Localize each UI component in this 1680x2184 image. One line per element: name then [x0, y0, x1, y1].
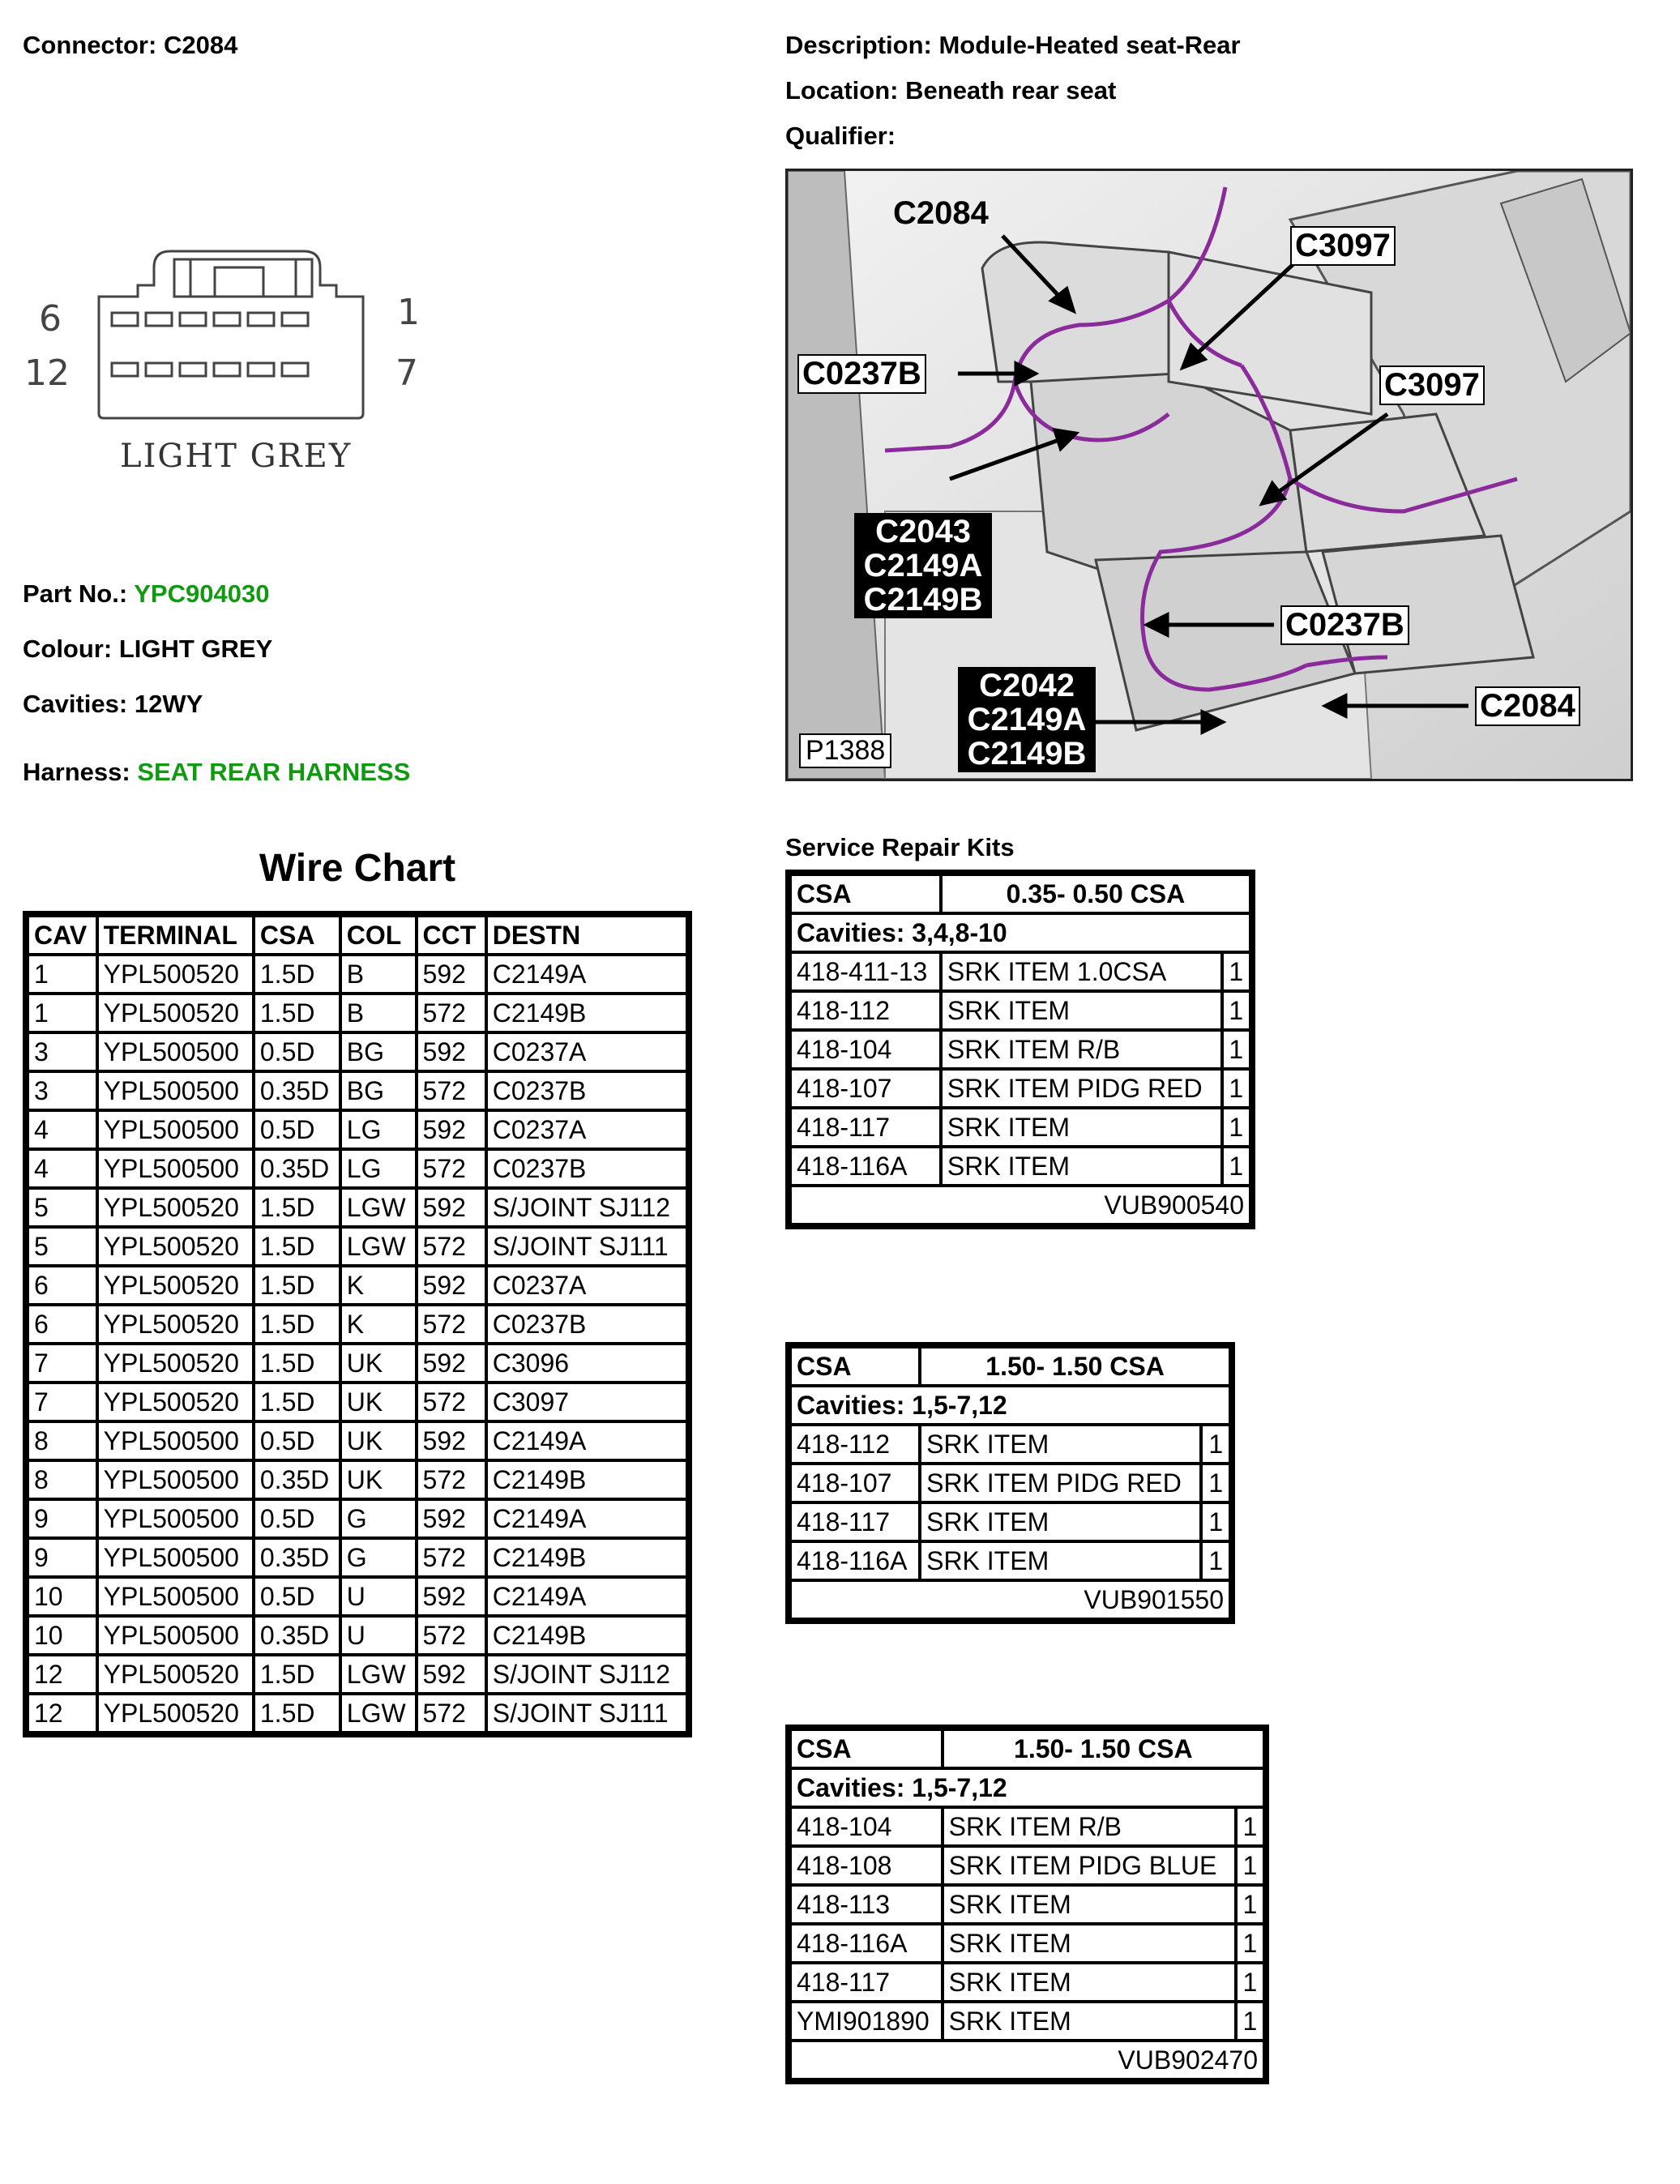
wire-chart-row	[28, 1577, 687, 1616]
kit-item-part: 418-104	[790, 1030, 941, 1069]
wire-chart-cell: 10	[28, 1577, 97, 1616]
wire-chart-cell: BG	[340, 1071, 417, 1110]
wire-chart-cell: K	[340, 1266, 417, 1305]
kit-item-row	[790, 1541, 1230, 1580]
wire-chart-row	[28, 1305, 687, 1344]
callout-group-c2042: C2042 C2149A C2149B	[958, 667, 1096, 772]
wire-chart-row	[28, 1538, 687, 1577]
harness-link[interactable]: SEAT REAR HARNESS	[137, 758, 411, 786]
wire-chart-cell: C2149B	[486, 1538, 687, 1577]
wire-chart-table	[23, 911, 692, 1737]
kit-item-qty: 1	[1236, 2002, 1264, 2041]
kit-csa-row	[790, 1347, 1230, 1386]
kit-item-part: 418-116A	[790, 1541, 920, 1580]
callout-group-c2043: C2043 C2149A C2149B	[854, 513, 992, 618]
wire-chart-cell: 1.5D	[254, 1305, 340, 1344]
kit-item-part: 418-411-13	[790, 952, 941, 991]
wire-chart-row	[28, 1110, 687, 1149]
kit-item-desc: SRK ITEM	[920, 1541, 1201, 1580]
wire-chart-header-cell: CAV	[28, 916, 97, 955]
kit-item-row	[790, 1147, 1250, 1186]
kit-number-row	[790, 1580, 1230, 1619]
wire-chart-cell: LG	[340, 1110, 417, 1149]
kit-item-part: 418-112	[790, 1425, 920, 1464]
kit-item-qty: 1	[1222, 1147, 1250, 1186]
wire-chart-cell: 0.5D	[254, 1577, 340, 1616]
kit-csa-label: CSA	[790, 1347, 920, 1386]
wire-chart-cell: 8	[28, 1421, 97, 1460]
kit-csa-row	[790, 874, 1250, 913]
wire-chart-cell: S/JOINT SJ112	[486, 1655, 687, 1694]
kit-item-desc: SRK ITEM	[941, 1147, 1222, 1186]
wire-chart-row	[28, 1616, 687, 1655]
wire-chart-row	[28, 1188, 687, 1227]
wire-chart-cell: 572	[417, 1071, 486, 1110]
wire-chart-cell: G	[340, 1538, 417, 1577]
kit-item-part: 418-117	[790, 1108, 941, 1147]
wire-chart-cell: 1	[28, 955, 97, 994]
wire-chart-cell: 12	[28, 1694, 97, 1733]
wire-chart-cell: YPL500500	[97, 1616, 254, 1655]
wire-chart-cell: 4	[28, 1110, 97, 1149]
kit-item-row	[790, 991, 1250, 1030]
kit-number: VUB901550	[790, 1580, 1230, 1619]
kit-item-part: 418-107	[790, 1069, 941, 1108]
wire-chart-cell: 7	[28, 1344, 97, 1383]
wire-chart-cell: YPL500500	[97, 1071, 254, 1110]
kit-item-row	[790, 1030, 1250, 1069]
wire-chart-cell: LGW	[340, 1188, 417, 1227]
kit-number-row	[790, 1186, 1250, 1224]
kit-csa-range: 1.50- 1.50 CSA	[943, 1729, 1264, 1768]
kit-item-desc: SRK ITEM R/B	[943, 1807, 1236, 1846]
kit-item-desc: SRK ITEM R/B	[941, 1030, 1222, 1069]
kit-item-qty: 1	[1201, 1425, 1230, 1464]
wire-chart-cell: 572	[417, 1149, 486, 1188]
wire-chart-cell: YPL500520	[97, 955, 254, 994]
kit-item-desc: SRK ITEM PIDG RED	[920, 1464, 1201, 1502]
wire-chart-cell: C0237B	[486, 1149, 687, 1188]
service-kit-3	[785, 1725, 1269, 2084]
callout-c0237b-left: C0237B	[797, 354, 926, 394]
wire-chart-cell: 3	[28, 1071, 97, 1110]
wire-chart-cell: LGW	[340, 1694, 417, 1733]
wire-chart-cell: LG	[340, 1149, 417, 1188]
wire-chart-cell: 0.35D	[254, 1538, 340, 1577]
wire-chart-row	[28, 1266, 687, 1305]
wire-chart-cell: B	[340, 955, 417, 994]
kit-item-qty: 1	[1201, 1541, 1230, 1580]
wire-chart-header-cell: CCT	[417, 916, 486, 955]
wire-chart-cell: UK	[340, 1344, 417, 1383]
kit-item-qty: 1	[1222, 1108, 1250, 1147]
wire-chart-header-cell: CSA	[254, 916, 340, 955]
kit-csa-label: CSA	[790, 1729, 943, 1768]
pin-label-1: 1	[397, 292, 420, 333]
wire-chart-cell: U	[340, 1577, 417, 1616]
callout-c3097-mid: C3097	[1379, 365, 1485, 405]
kit-item-row	[790, 1846, 1264, 1885]
wire-chart-cell: C2149A	[486, 955, 687, 994]
description-value: Module-Heated seat-Rear	[938, 31, 1241, 59]
kit-cavities: Cavities: 1,5-7,12	[790, 1386, 1230, 1425]
kit-item-row	[790, 1108, 1250, 1147]
service-kit-1	[785, 870, 1255, 1229]
kit-item-qty: 1	[1236, 1963, 1264, 2002]
kit-item-qty: 1	[1222, 952, 1250, 991]
kit-number: VUB900540	[790, 1186, 1250, 1224]
wire-chart-cell: 592	[417, 1499, 486, 1538]
wire-chart-cell: YPL500500	[97, 1499, 254, 1538]
kit-cavities: Cavities: 3,4,8-10	[790, 913, 1250, 952]
wire-chart-row	[28, 1655, 687, 1694]
wire-chart-header	[28, 916, 687, 955]
kit-item-qty: 1	[1222, 991, 1250, 1030]
wire-chart-cell: 12	[28, 1655, 97, 1694]
kit-item-row	[790, 2002, 1264, 2041]
kit-item-desc: SRK ITEM	[943, 1924, 1236, 1963]
wire-chart-cell: YPL500500	[97, 1538, 254, 1577]
kit-item-row	[790, 1963, 1264, 2002]
wire-chart-cell: UK	[340, 1421, 417, 1460]
kit-item-part: 418-107	[790, 1464, 920, 1502]
pin-label-12: 12	[24, 353, 70, 394]
part-no-link[interactable]: YPC904030	[134, 579, 270, 608]
wire-chart-cell: 1.5D	[254, 1227, 340, 1266]
wire-chart-cell: 9	[28, 1538, 97, 1577]
wire-chart-cell: 3	[28, 1032, 97, 1071]
wire-chart-title: Wire Chart	[259, 847, 456, 890]
kit-cavities-row	[790, 1386, 1230, 1425]
kit-item-qty: 1	[1222, 1030, 1250, 1069]
wire-chart-cell: 572	[417, 1227, 486, 1266]
kit-item-desc: SRK ITEM 1.0CSA	[941, 952, 1222, 991]
wire-chart-cell: 0.35D	[254, 1149, 340, 1188]
wire-chart-cell: 0.35D	[254, 1616, 340, 1655]
wire-chart-cell: C0237A	[486, 1032, 687, 1071]
kit-item-qty: 1	[1201, 1464, 1230, 1502]
kit-item-row	[790, 1807, 1264, 1846]
wire-chart-cell: YPL500520	[97, 1655, 254, 1694]
wire-chart-cell: 1.5D	[254, 1383, 340, 1421]
wire-chart-cell: 572	[417, 1616, 486, 1655]
kit-item-part: 418-117	[790, 1502, 920, 1541]
pin-label-6: 6	[39, 298, 62, 340]
part-no-row: Part No.: YPC904030	[23, 579, 270, 608]
kit-item-qty: 1	[1236, 1846, 1264, 1885]
kit-item-desc: SRK ITEM	[943, 1963, 1236, 2002]
callout-c0237b-right: C0237B	[1280, 605, 1409, 645]
wire-chart-cell: YPL500520	[97, 994, 254, 1032]
kit-item-qty: 1	[1222, 1069, 1250, 1108]
kit-item-qty: 1	[1236, 1807, 1264, 1846]
wire-chart-cell: C3097	[486, 1383, 687, 1421]
wire-chart-cell: 592	[417, 955, 486, 994]
wire-chart-cell: 1.5D	[254, 994, 340, 1032]
wire-chart-cell: 592	[417, 1266, 486, 1305]
wire-chart-row	[28, 1071, 687, 1110]
kit-item-desc: SRK ITEM	[943, 2002, 1236, 2041]
kit-item-desc: SRK ITEM	[943, 1885, 1236, 1924]
wire-chart-cell: YPL500520	[97, 1266, 254, 1305]
wire-chart-cell: 8	[28, 1460, 97, 1499]
wire-chart-cell: YPL500500	[97, 1577, 254, 1616]
wire-chart-cell: 592	[417, 1188, 486, 1227]
wire-chart-cell: 0.5D	[254, 1110, 340, 1149]
wire-chart-cell: BG	[340, 1032, 417, 1071]
wire-chart-row	[28, 1032, 687, 1071]
callout-c2084-bottom: C2084	[1475, 686, 1580, 726]
location-photo	[785, 169, 1633, 781]
wire-chart-cell: 7	[28, 1383, 97, 1421]
wire-chart-cell: 592	[417, 1655, 486, 1694]
qualifier-heading: Qualifier:	[785, 122, 896, 150]
harness-row: Harness: SEAT REAR HARNESS	[23, 758, 411, 786]
kit-item-part: 418-113	[790, 1885, 943, 1924]
callout-c2084-top: C2084	[893, 195, 989, 231]
connector-heading: Connector: C2084	[23, 31, 238, 59]
wire-chart-cell: LGW	[340, 1655, 417, 1694]
wire-chart-cell: C0237A	[486, 1110, 687, 1149]
wire-chart-cell: 572	[417, 1460, 486, 1499]
wire-chart-cell: 592	[417, 1421, 486, 1460]
kit-item-desc: SRK ITEM	[941, 1108, 1222, 1147]
wire-chart-cell: 592	[417, 1577, 486, 1616]
connector-id: C2084	[163, 31, 238, 59]
wire-chart-cell: 572	[417, 994, 486, 1032]
wire-chart-cell: 572	[417, 1383, 486, 1421]
connector-color-label: LIGHT GREY	[120, 438, 353, 475]
connector-face-diagram	[24, 235, 430, 494]
wire-chart-cell: YPL500500	[97, 1149, 254, 1188]
service-kit-2	[785, 1342, 1235, 1624]
wire-chart-row	[28, 1421, 687, 1460]
wire-chart-cell: YPL500500	[97, 1421, 254, 1460]
kit-csa-label: CSA	[790, 874, 941, 913]
wire-chart-cell: 1.5D	[254, 1266, 340, 1305]
wire-chart-cell: YPL500500	[97, 1110, 254, 1149]
wire-chart-cell: C2149A	[486, 1577, 687, 1616]
wire-chart-cell: C2149B	[486, 1460, 687, 1499]
kit-item-part: 418-117	[790, 1963, 943, 2002]
wire-chart-cell: 572	[417, 1305, 486, 1344]
wire-chart-cell: C0237A	[486, 1266, 687, 1305]
wire-chart-cell: 4	[28, 1149, 97, 1188]
kit-item-part: YMI901890	[790, 2002, 943, 2041]
kit-item-desc: SRK ITEM	[920, 1425, 1201, 1464]
connector-outline-icon	[24, 235, 430, 430]
kit-csa-range: 0.35- 0.50 CSA	[941, 874, 1250, 913]
kit-item-row	[790, 1425, 1230, 1464]
wire-chart-cell: 5	[28, 1227, 97, 1266]
wire-chart-cell: C3096	[486, 1344, 687, 1383]
kit-cavities-row	[790, 1768, 1264, 1807]
kit-csa-row	[790, 1729, 1264, 1768]
kit-item-row	[790, 1464, 1230, 1502]
wire-chart-cell: YPL500500	[97, 1032, 254, 1071]
kit-item-row	[790, 1885, 1264, 1924]
pin-label-7: 7	[395, 353, 418, 394]
wire-chart-cell: 0.35D	[254, 1071, 340, 1110]
kit-item-qty: 1	[1236, 1924, 1264, 1963]
wire-chart-cell: 592	[417, 1110, 486, 1149]
kit-item-qty: 1	[1236, 1885, 1264, 1924]
wire-chart-header-cell: TERMINAL	[97, 916, 254, 955]
kit-number: VUB902470	[790, 2041, 1264, 2079]
wire-chart-cell: 1.5D	[254, 955, 340, 994]
wire-chart-cell: 1.5D	[254, 1344, 340, 1383]
kit-item-part: 418-116A	[790, 1147, 941, 1186]
location-heading: Location: Beneath rear seat	[785, 76, 1117, 105]
wire-chart-cell: B	[340, 994, 417, 1032]
wire-chart-row	[28, 1694, 687, 1733]
kit-item-part: 418-116A	[790, 1924, 943, 1963]
wire-chart-row	[28, 1383, 687, 1421]
figure-id: P1388	[799, 733, 891, 768]
wire-chart-cell: YPL500520	[97, 1383, 254, 1421]
description-heading: Description: Module-Heated seat-Rear	[785, 31, 1241, 59]
cavities-value: 12WY	[134, 690, 203, 718]
wire-chart-row	[28, 1460, 687, 1499]
callout-c3097-top: C3097	[1290, 226, 1396, 266]
kit-cavities-row	[790, 913, 1250, 952]
wire-chart-header-cell: DESTN	[486, 916, 687, 955]
kit-item-part: 418-112	[790, 991, 941, 1030]
kit-item-desc: SRK ITEM	[941, 991, 1222, 1030]
wire-chart-header-cell: COL	[340, 916, 417, 955]
wire-chart-cell: 0.35D	[254, 1460, 340, 1499]
wire-chart-row	[28, 1344, 687, 1383]
wire-chart-cell: C2149A	[486, 1421, 687, 1460]
wire-chart-cell: S/JOINT SJ111	[486, 1694, 687, 1733]
kit-item-desc: SRK ITEM PIDG RED	[941, 1069, 1222, 1108]
wire-chart-cell: 572	[417, 1538, 486, 1577]
wire-chart-cell: U	[340, 1616, 417, 1655]
wire-chart-cell: LGW	[340, 1227, 417, 1266]
wire-chart-cell: C2149A	[486, 1499, 687, 1538]
wire-chart-cell: YPL500520	[97, 1344, 254, 1383]
wire-chart-row	[28, 994, 687, 1032]
wire-chart-cell: 10	[28, 1616, 97, 1655]
kit-item-row	[790, 1924, 1264, 1963]
location-value: Beneath rear seat	[905, 76, 1117, 105]
wire-chart-cell: 592	[417, 1032, 486, 1071]
wire-chart-cell: 1	[28, 994, 97, 1032]
wire-chart-cell: 6	[28, 1305, 97, 1344]
wire-chart-cell: YPL500520	[97, 1694, 254, 1733]
wire-chart-cell: 6	[28, 1266, 97, 1305]
kit-item-row	[790, 1502, 1230, 1541]
wire-chart-cell: YPL500500	[97, 1460, 254, 1499]
colour-value: LIGHT GREY	[118, 635, 273, 663]
kit-number-row	[790, 2041, 1264, 2079]
kit-cavities: Cavities: 1,5-7,12	[790, 1768, 1264, 1807]
wire-chart-cell: UK	[340, 1383, 417, 1421]
colour-row: Colour: LIGHT GREY	[23, 635, 273, 663]
wire-chart-cell: 1.5D	[254, 1188, 340, 1227]
wire-chart-row	[28, 1149, 687, 1188]
kit-item-part: 418-104	[790, 1807, 943, 1846]
wire-chart-cell: K	[340, 1305, 417, 1344]
service-kits-title: Service Repair Kits	[785, 833, 1015, 861]
wire-chart-row	[28, 1227, 687, 1266]
wire-chart-row	[28, 955, 687, 994]
kit-item-row	[790, 952, 1250, 991]
wire-chart-cell: S/JOINT SJ111	[486, 1227, 687, 1266]
wire-chart-cell: 572	[417, 1694, 486, 1733]
kit-item-row	[790, 1069, 1250, 1108]
wire-chart-cell: S/JOINT SJ112	[486, 1188, 687, 1227]
wire-chart-cell: G	[340, 1499, 417, 1538]
wire-chart-cell: 592	[417, 1344, 486, 1383]
wire-chart-cell: YPL500520	[97, 1227, 254, 1266]
wire-chart-cell: 5	[28, 1188, 97, 1227]
wire-chart-cell: 1.5D	[254, 1694, 340, 1733]
kit-item-desc: SRK ITEM PIDG BLUE	[943, 1846, 1236, 1885]
wire-chart-cell: 1.5D	[254, 1655, 340, 1694]
kit-item-part: 418-108	[790, 1846, 943, 1885]
wire-chart-cell: 0.5D	[254, 1032, 340, 1071]
wire-chart-cell: C2149B	[486, 1616, 687, 1655]
wire-chart-cell: UK	[340, 1460, 417, 1499]
wire-chart-cell: 9	[28, 1499, 97, 1538]
wire-chart-row	[28, 1499, 687, 1538]
wire-chart-cell: 0.5D	[254, 1421, 340, 1460]
kit-item-desc: SRK ITEM	[920, 1502, 1201, 1541]
wire-chart-cell: C0237B	[486, 1305, 687, 1344]
wire-chart-cell: 0.5D	[254, 1499, 340, 1538]
kit-csa-range: 1.50- 1.50 CSA	[920, 1347, 1230, 1386]
cavities-row: Cavities: 12WY	[23, 690, 203, 718]
wire-chart-cell: C0237B	[486, 1071, 687, 1110]
kit-item-qty: 1	[1201, 1502, 1230, 1541]
wire-chart-cell: YPL500520	[97, 1305, 254, 1344]
wire-chart-cell: YPL500520	[97, 1188, 254, 1227]
wire-chart-cell: C2149B	[486, 994, 687, 1032]
